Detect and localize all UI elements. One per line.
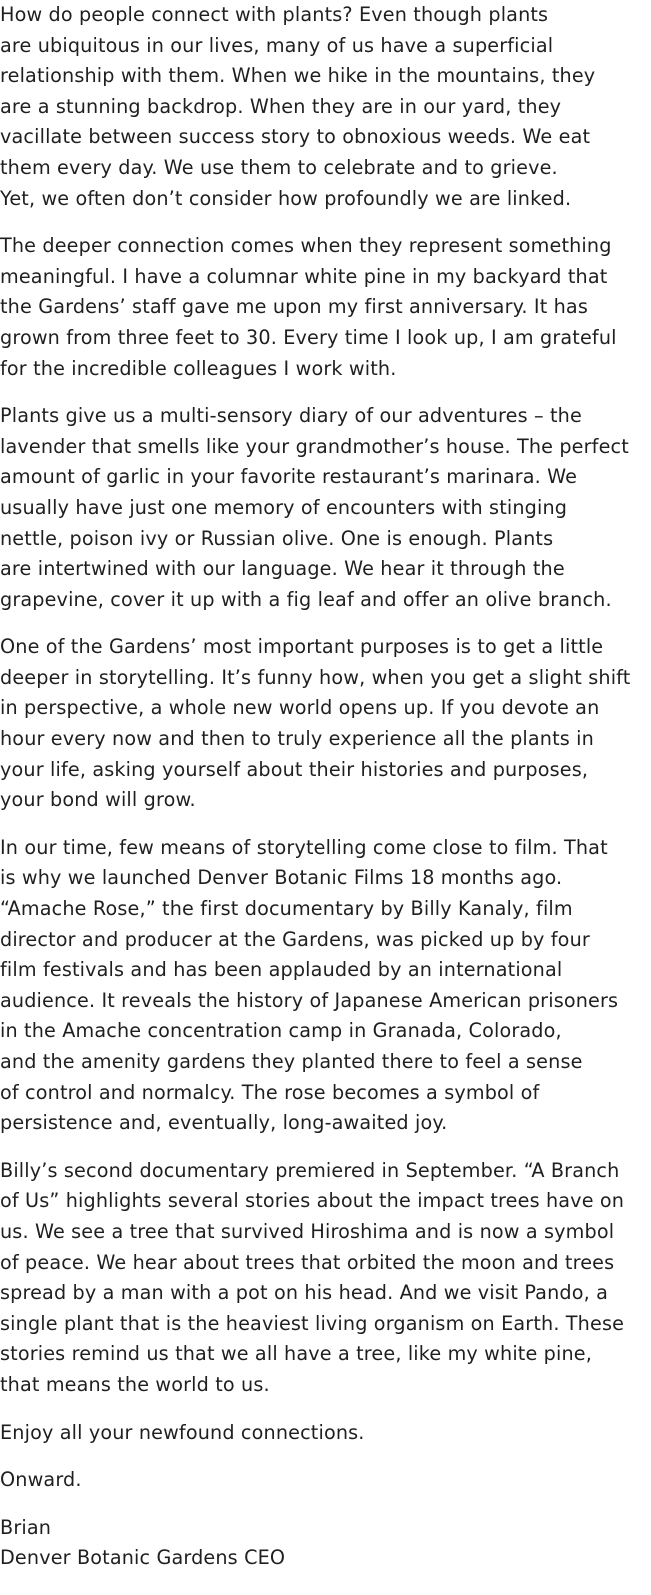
text-line: and the amenity gardens they planted there to feel a sense [0,1050,583,1073]
text-line: Billy’s second documentary premiered in September. “A Branch [0,1158,620,1182]
text-line: grown from three feet to 30. Every time I look up, I am grateful [0,325,617,349]
text-line: nettle, poison ivy or Russian olive. One is enough. Plants [0,526,554,550]
paragraph-1 [0,0,651,214]
paragraph-8 [0,1465,651,1496]
text-line: lavender that smells like your grandmother’s house. The perfect [0,434,629,458]
text-line: are intertwined with our language. We hear it through the [0,557,565,581]
text-line: director and producer at the Gardens, was picked up by four [0,927,590,951]
text-line: audience. It reveals the history of Japanese American prisoners [0,988,619,1012]
text-line: are ubiquitous in our lives, many of us have a superficial [0,33,554,57]
text-line: is why we launched Denver Botanic Films 18 months ago. [0,866,563,890]
paragraph-4 [0,632,651,816]
text-line: The deeper connection comes when they represent something [0,234,612,258]
text-line: film festivals and has been applauded by an international [0,958,563,982]
text-line: of Us” highlights several stories about the impact trees have on [0,1189,625,1213]
text-line: How do people connect with plants? Even though plants [0,3,549,26]
text-line: in the Amache concentration camp in Granada, Colorado, [0,1019,562,1043]
text-line: stories remind us that we all have a tree, like my white pine, [0,1342,593,1366]
text-line: spread by a man with a pot on his head. And we visit Pando, a [0,1281,609,1305]
text-line: relationship with them. When we hike in the mountains, they [0,64,596,88]
text-line: single plant that is the heaviest living organism on Earth. These [0,1311,625,1335]
text-line: grapevine, cover it up with a fig leaf and offer an olive branch. [0,587,612,611]
text-line: vacillate between success story to obnoxious weeds. We eat [0,125,591,149]
text-line: Yet, we often don’t consider how profoundly we are linked. [0,186,572,210]
text-line: that means the world to us. [0,1372,270,1396]
text-line: them every day. We use them to celebrate and to grieve. [0,155,558,179]
text-line: persistence and, eventually, long-awaited joy. [0,1111,448,1135]
text-line: amount of garlic in your favorite restaurant’s marinara. We [0,465,578,489]
text-line: deeper in storytelling. It’s funny how, when you get a slight shift [0,665,631,689]
paragraph-7 [0,1418,651,1449]
text-line: your life, asking yourself about their histories and purposes, [0,757,589,781]
signature-block [0,1513,651,1574]
text-line: the Gardens’ staff gave me upon my first anniversary. It has [0,295,588,319]
text-line: your bond will grow. [0,788,196,812]
text-line: Plants give us a multi-sensory diary of our adventures – the [0,404,582,428]
signature-title: Denver Botanic Gardens CEO [0,1546,286,1570]
text-line: of peace. We hear about trees that orbited the moon and trees [0,1250,615,1274]
text-line: In our time, few means of storytelling come close to film. That [0,835,608,859]
text-line: “Amache Rose,” the first documentary by Billy Kanaly, film [0,897,573,921]
paragraph-3 [0,401,651,615]
paragraph-5 [0,833,651,1139]
text-line: us. We see a tree that survived Hiroshima and is now a symbol [0,1219,615,1243]
paragraph-6 [0,1156,651,1401]
text-line: usually have just one memory of encounters with stinging [0,495,568,519]
text-line: One of the Gardens’ most important purposes is to get a little [0,635,604,659]
text-line: Enjoy all your newfound connections. [0,1420,365,1444]
text-line: meaningful. I have a columnar white pine in my backyard that [0,264,608,288]
text-line: of control and normalcy. The rose becomes a symbol of [0,1080,540,1104]
paragraph-2 [0,231,651,384]
text-line: are a stunning backdrop. When they are in our yard, they [0,94,562,118]
text-line: hour every now and then to truly experience all the plants in [0,727,594,751]
signature-name: Brian [0,1515,52,1539]
text-line: for the incredible colleagues I work with. [0,356,397,380]
text-line: Onward. [0,1468,82,1492]
text-line: in perspective, a whole new world opens up. If you devote an [0,696,600,720]
